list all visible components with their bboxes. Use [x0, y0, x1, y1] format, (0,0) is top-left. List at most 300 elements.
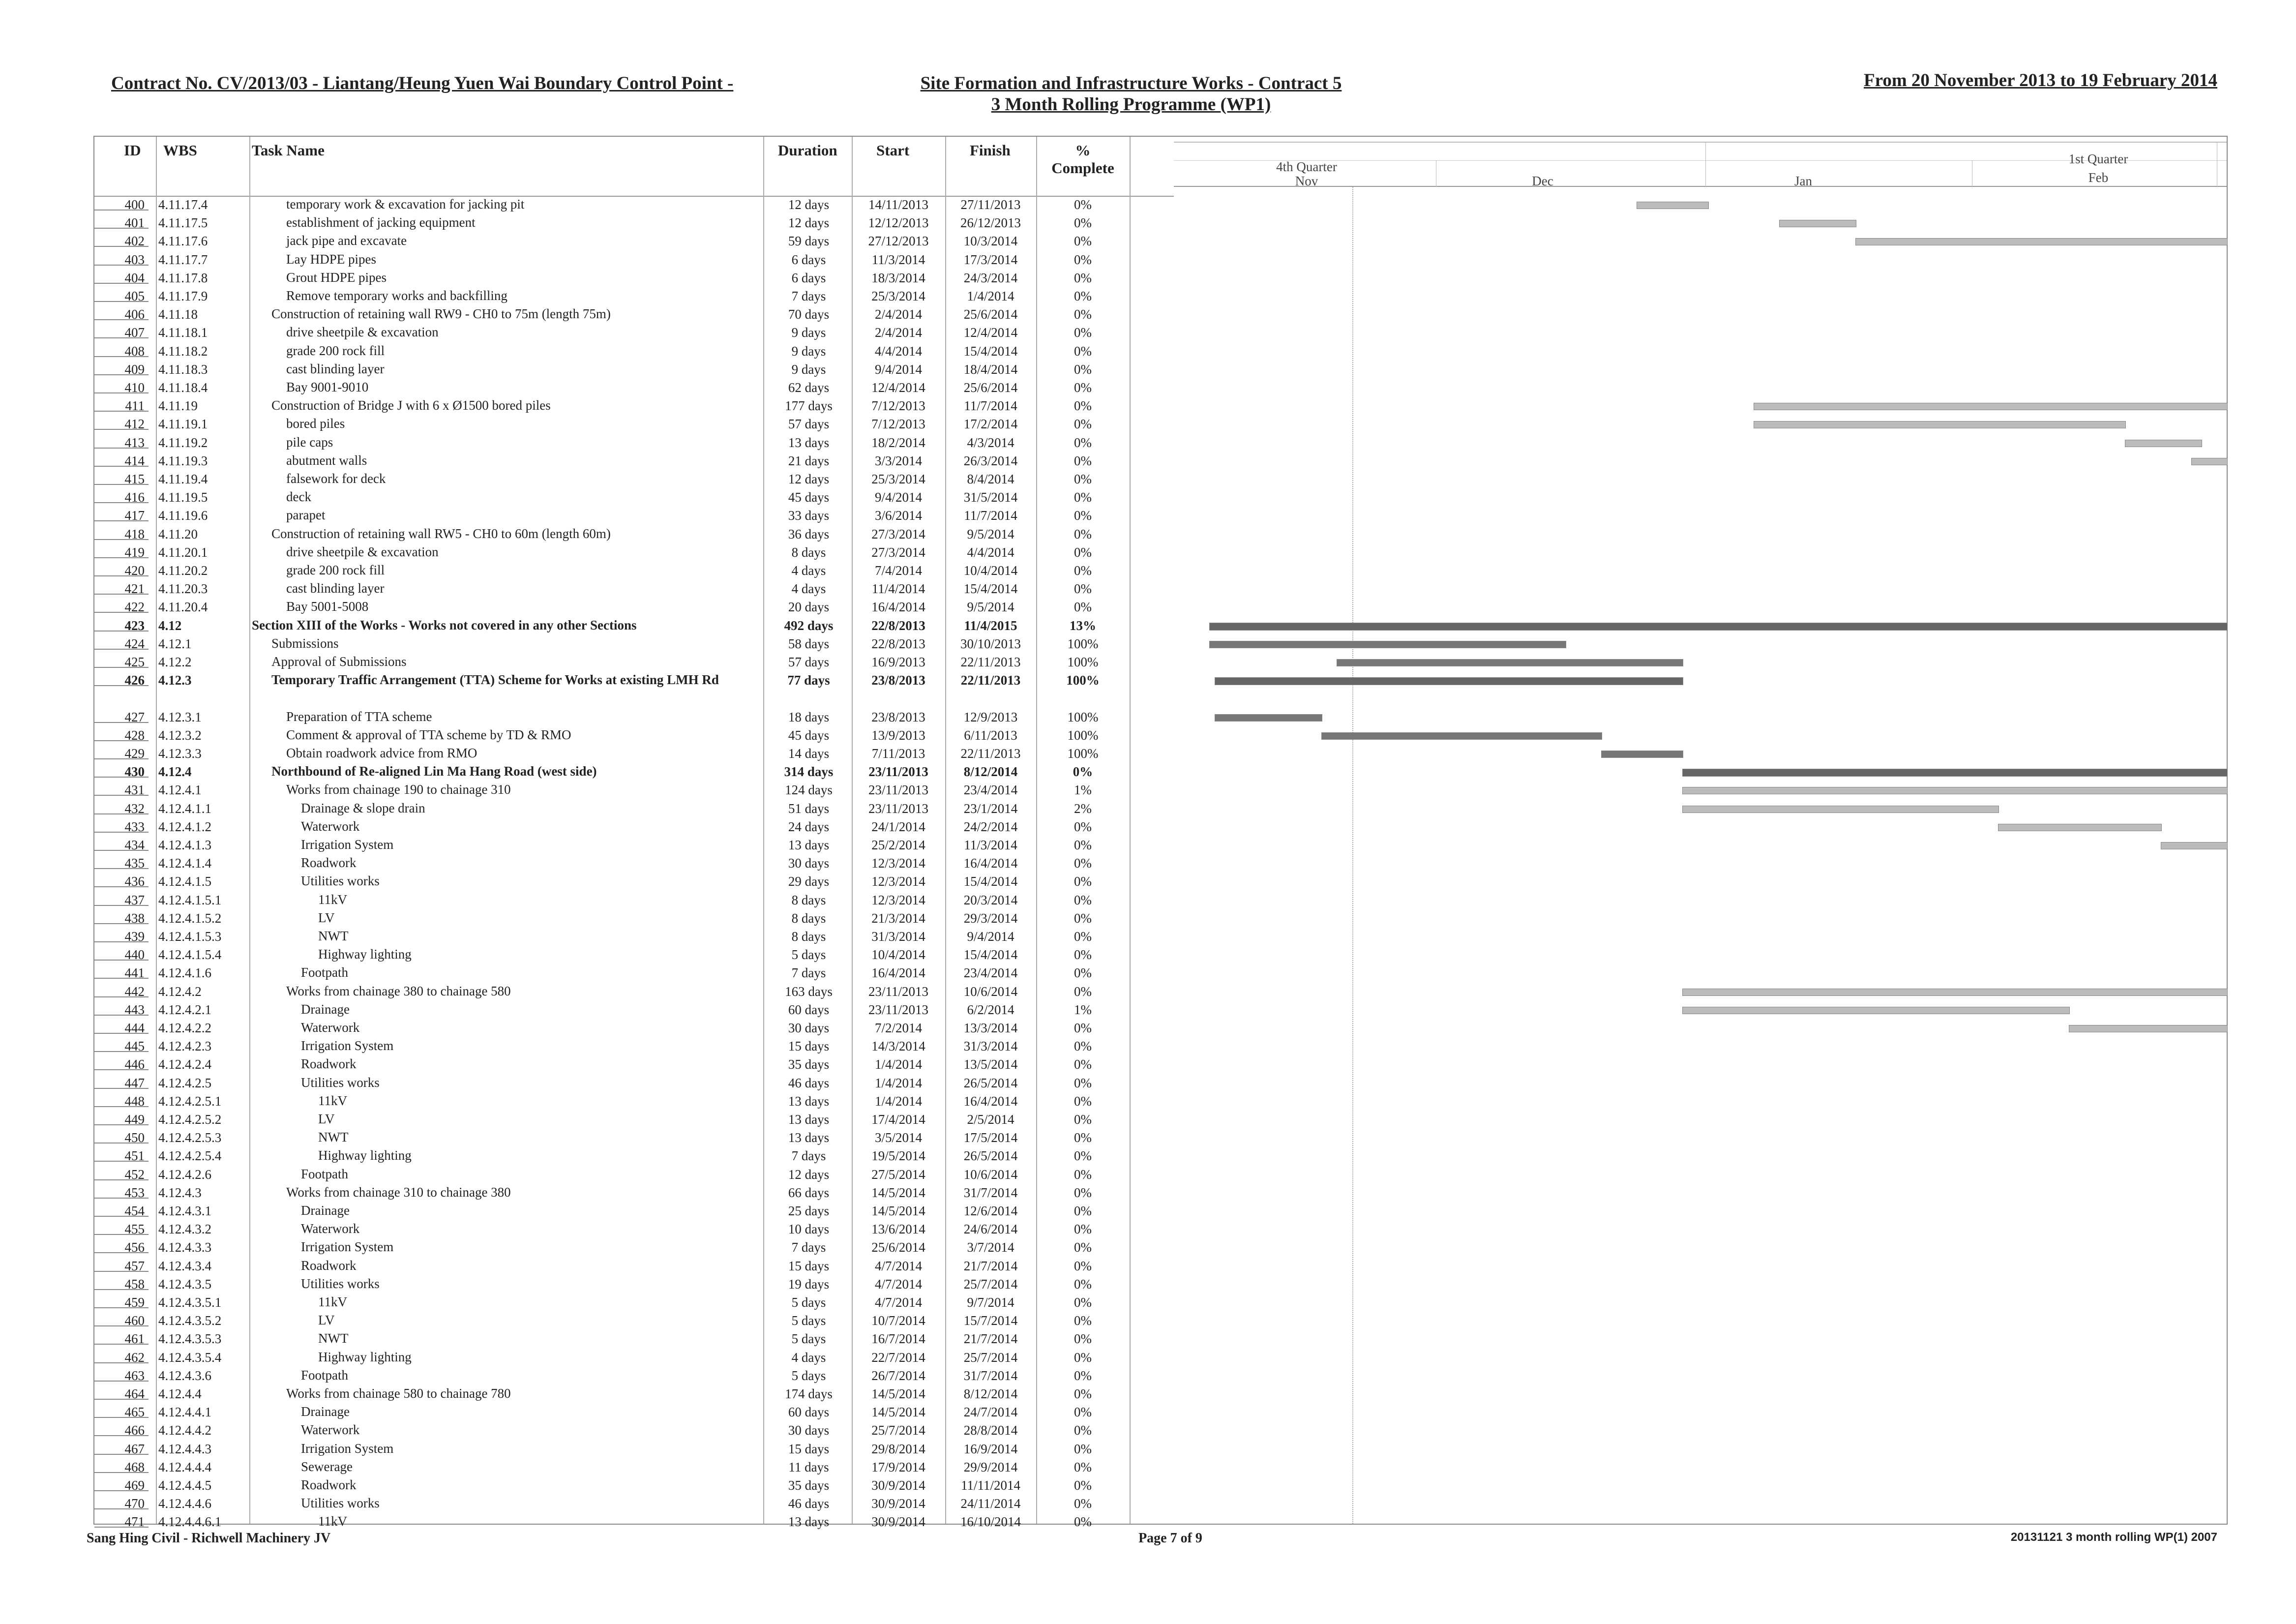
- task-id: 403: [94, 251, 149, 266]
- table-row: [94, 379, 1174, 397]
- table-row: [94, 1202, 1174, 1220]
- task-duration: 4 days: [791, 581, 826, 597]
- table-row: [94, 598, 1174, 616]
- task-start: 12/3/2014: [871, 892, 925, 907]
- task-id: 435: [94, 854, 149, 869]
- task-pct-complete: 0%: [1074, 361, 1092, 377]
- task-start: 30/9/2014: [871, 1496, 925, 1511]
- table-row: [94, 1257, 1174, 1275]
- task-wbs: 4.12.4.3.2: [158, 1222, 211, 1237]
- task-start: 17/9/2014: [871, 1459, 925, 1474]
- task-finish: 21/7/2014: [963, 1258, 1018, 1273]
- task-wbs: 4.11.20.2: [158, 563, 208, 578]
- task-id: 457: [94, 1257, 149, 1272]
- task-start: 7/2/2014: [874, 1021, 922, 1035]
- task-start: 3/3/2014: [874, 453, 922, 468]
- task-id: 417: [94, 507, 149, 521]
- task-duration: 46 days: [788, 1075, 830, 1090]
- task-name: Utilities works: [301, 1075, 380, 1090]
- task-duration: 7 days: [791, 1240, 826, 1255]
- task-start: 30/9/2014: [871, 1478, 925, 1493]
- task-wbs: 4.12.4.3.5: [158, 1276, 211, 1292]
- table-row: [94, 983, 1174, 1001]
- table-row: [94, 1238, 1174, 1257]
- task-wbs: 4.12.4.4.2: [158, 1423, 211, 1438]
- table-row: [94, 1111, 1174, 1129]
- task-duration: 60 days: [788, 1002, 830, 1017]
- gantt-bar: [1209, 623, 2228, 631]
- task-finish: 27/11/2013: [960, 197, 1021, 212]
- programme-title: [836, 73, 1426, 115]
- task-duration: 33 days: [788, 508, 830, 523]
- task-duration: 15 days: [788, 1258, 830, 1273]
- table-row: [94, 1001, 1174, 1019]
- task-wbs: 4.12.4.2.3: [158, 1039, 211, 1054]
- task-finish: 16/10/2014: [960, 1514, 1021, 1530]
- table-row: [94, 1019, 1174, 1037]
- table-row: [94, 818, 1174, 836]
- task-name: cast blinding layer: [286, 361, 385, 376]
- task-finish: 17/5/2014: [963, 1130, 1018, 1145]
- task-wbs: 4.11.20.4: [158, 600, 208, 615]
- task-start: 11/3/2014: [871, 252, 925, 267]
- task-id: 404: [94, 269, 149, 284]
- task-start: 27/12/2013: [868, 234, 929, 249]
- task-pct-complete: 0%: [1074, 398, 1092, 414]
- task-wbs: 4.12.4.1.5.1: [158, 892, 222, 907]
- task-pct-complete: 0%: [1074, 1423, 1092, 1438]
- task-duration: 60 days: [788, 1405, 830, 1420]
- table-row: [94, 543, 1174, 562]
- task-name: Lay HDPE pipes: [286, 251, 376, 267]
- table-row: [94, 434, 1174, 452]
- task-id: 413: [94, 434, 149, 449]
- task-duration: 13 days: [788, 435, 830, 450]
- col-task-name: Task Name: [252, 142, 325, 159]
- task-duration: 18 days: [788, 709, 830, 724]
- task-start: 27/5/2014: [871, 1167, 925, 1182]
- task-wbs: 4.11.18.4: [158, 380, 208, 395]
- task-duration: 5 days: [791, 1368, 826, 1383]
- gantt-bar: [1682, 989, 2228, 996]
- task-duration: 77 days: [787, 673, 830, 688]
- table-row: [94, 1349, 1174, 1367]
- task-finish: 11/3/2014: [964, 838, 1017, 852]
- task-finish: 15/4/2014: [963, 343, 1018, 359]
- task-pct-complete: 0%: [1074, 856, 1092, 871]
- footer-file: 20131121 3 month rolling WP(1) 2007: [2010, 1531, 2217, 1544]
- task-wbs: 4.12.4.4.4: [158, 1459, 211, 1474]
- task-wbs: 4.12.4.2: [158, 984, 202, 999]
- task-id: 411: [94, 397, 149, 412]
- task-finish: 25/7/2014: [963, 1350, 1018, 1365]
- task-wbs: 4.11.19.3: [158, 453, 208, 468]
- task-wbs: 4.11.19.6: [158, 508, 208, 523]
- task-duration: 12 days: [788, 1167, 830, 1182]
- task-pct-complete: 1%: [1074, 782, 1092, 798]
- table-row: [94, 269, 1174, 287]
- task-start: 26/7/2014: [871, 1368, 925, 1383]
- task-pct-complete: 0%: [1074, 874, 1092, 889]
- task-duration: 36 days: [788, 526, 830, 541]
- task-pct-complete: 0%: [1074, 472, 1092, 486]
- task-id: 428: [94, 726, 149, 741]
- task-name: Footpath: [301, 1166, 349, 1181]
- task-wbs: 4.12.2: [158, 655, 192, 669]
- task-pct-complete: 0%: [1074, 1405, 1092, 1420]
- task-name: Grout HDPE pipes: [286, 270, 387, 285]
- gantt-bar: [1682, 769, 2228, 777]
- task-duration: 12 days: [788, 197, 830, 212]
- task-start: 1/4/2014: [874, 1075, 922, 1090]
- task-id: 422: [94, 598, 149, 613]
- table-row: [94, 525, 1174, 543]
- task-duration: 59 days: [788, 234, 830, 249]
- task-wbs: 4.11.17.9: [158, 289, 208, 303]
- table-row: [94, 1037, 1174, 1055]
- table-row: [94, 580, 1174, 598]
- task-name: temporary work & excavation for jacking pit: [286, 197, 525, 211]
- task-pct-complete: 0%: [1074, 1021, 1092, 1035]
- task-id: 463: [94, 1367, 149, 1382]
- table-row: [94, 1495, 1174, 1513]
- task-id: 460: [94, 1312, 149, 1326]
- task-wbs: 4.12.4.3.5.4: [158, 1350, 222, 1365]
- table-row: [94, 1476, 1174, 1495]
- task-finish: 4/4/2014: [967, 544, 1014, 560]
- task-finish: 10/4/2014: [963, 563, 1018, 578]
- table-row: [94, 507, 1174, 525]
- task-start: 22/7/2014: [871, 1350, 925, 1365]
- table-row: [94, 653, 1174, 671]
- gantt-bar: [1998, 824, 2162, 831]
- table-row: [94, 1147, 1174, 1165]
- task-pct-complete: 0%: [1074, 1331, 1092, 1347]
- task-id: 436: [94, 872, 149, 887]
- task-pct-complete: 0%: [1074, 380, 1092, 395]
- task-name: Obtain roadwork advice from RMO: [286, 746, 477, 760]
- task-wbs: 4.12.1: [158, 636, 192, 651]
- task-id: 440: [94, 946, 149, 961]
- task-pct-complete: 0%: [1074, 929, 1092, 944]
- task-pct-complete: 0%: [1074, 343, 1092, 359]
- task-name: Roadwork: [301, 1258, 357, 1273]
- task-name: grade 200 rock fill: [286, 343, 385, 358]
- task-finish: 8/4/2014: [967, 472, 1014, 486]
- task-name: Construction of retaining wall RW9 - CH0 to 75m (length 75m): [271, 306, 611, 322]
- task-start: 3/6/2014: [874, 508, 922, 523]
- col-pct-line1: %: [1075, 142, 1091, 159]
- task-duration: 30 days: [788, 1021, 830, 1035]
- task-finish: 25/6/2014: [963, 380, 1018, 395]
- gantt-bar: [1754, 421, 2126, 428]
- task-finish: 15/7/2014: [963, 1313, 1018, 1328]
- table-row: [94, 305, 1174, 324]
- task-start: 12/3/2014: [871, 856, 925, 871]
- task-start: 23/11/2013: [868, 782, 928, 798]
- programme-title-line1: Site Formation and Infrastructure Works - Contract 5: [920, 73, 1342, 93]
- task-start: 16/4/2014: [871, 600, 925, 615]
- table-row: [94, 836, 1174, 854]
- task-wbs: 4.12.4.3.5.1: [158, 1295, 222, 1310]
- col-duration: Duration: [778, 142, 837, 159]
- table-row: [94, 891, 1174, 909]
- task-wbs: 4.12.4.3.5.3: [158, 1331, 222, 1347]
- task-pct-complete: 0%: [1074, 453, 1092, 468]
- task-name: Roadwork: [301, 1477, 357, 1492]
- task-duration: 13 days: [788, 1112, 830, 1127]
- task-duration: 6 days: [791, 252, 826, 267]
- task-start: 25/6/2014: [871, 1240, 925, 1255]
- task-id: 450: [94, 1129, 149, 1143]
- gantt-bar: [2161, 842, 2228, 849]
- task-name: Works from chainage 190 to chainage 310: [286, 782, 511, 797]
- task-start: 1/4/2014: [874, 1093, 922, 1109]
- task-start: 12/12/2013: [868, 215, 929, 231]
- task-id: 400: [94, 196, 149, 211]
- month-feb: Feb: [2088, 170, 2109, 185]
- task-start: 16/4/2014: [871, 965, 925, 981]
- task-wbs: 4.11.20: [158, 526, 198, 541]
- task-start: 14/5/2014: [871, 1203, 925, 1218]
- task-pct-complete: 0%: [1074, 1057, 1092, 1072]
- task-pct-complete: 0%: [1074, 1167, 1092, 1182]
- task-finish: 15/4/2014: [963, 581, 1018, 597]
- task-name: Sewerage: [301, 1459, 353, 1474]
- task-wbs: 4.12.3.3: [158, 746, 202, 761]
- month-dec: Dec: [1532, 174, 1553, 188]
- task-name: pile caps: [286, 434, 333, 450]
- task-pct-complete: 0%: [1074, 1313, 1092, 1328]
- table-row: [94, 1092, 1174, 1111]
- task-duration: 13 days: [788, 838, 830, 852]
- task-duration: 51 days: [788, 801, 830, 816]
- task-pct-complete: 0%: [1074, 892, 1092, 907]
- task-id: 419: [94, 543, 149, 558]
- task-id: 416: [94, 488, 149, 503]
- task-duration: 13 days: [788, 1130, 830, 1145]
- table-row: [94, 1312, 1174, 1330]
- task-wbs: 4.12.4.3.4: [158, 1258, 211, 1273]
- task-duration: 15 days: [788, 1039, 830, 1054]
- task-name: drive sheetpile & excavation: [286, 325, 439, 340]
- task-start: 29/8/2014: [871, 1441, 925, 1456]
- task-id: 412: [94, 415, 149, 430]
- table-row: [94, 1330, 1174, 1348]
- table-row: [94, 635, 1174, 653]
- task-name: Irrigation System: [301, 1038, 394, 1053]
- task-pct-complete: 0%: [1074, 1441, 1092, 1456]
- task-id: 453: [94, 1184, 149, 1199]
- month-nov: Nov: [1295, 174, 1318, 188]
- task-finish: 21/7/2014: [963, 1331, 1018, 1347]
- date-range: From 20 November 2013 to 19 February 2014: [1864, 70, 2217, 90]
- task-duration: 5 days: [791, 1313, 826, 1328]
- task-start: 7/11/2013: [871, 746, 925, 761]
- task-wbs: 4.12.4: [158, 764, 192, 780]
- task-id: 429: [94, 745, 149, 759]
- task-start: 25/7/2014: [871, 1423, 925, 1438]
- task-pct-complete: 0%: [1074, 1386, 1092, 1401]
- task-id: 447: [94, 1074, 149, 1089]
- table-row: [94, 1367, 1174, 1385]
- task-pct-complete: 0%: [1074, 1368, 1092, 1383]
- task-id: 427: [94, 708, 149, 723]
- table-row: [94, 1055, 1174, 1074]
- task-start: 19/5/2014: [871, 1148, 925, 1164]
- task-duration: 24 days: [788, 819, 830, 834]
- task-finish: 4/3/2014: [967, 435, 1014, 450]
- task-finish: 16/4/2014: [963, 856, 1018, 871]
- task-start: 24/1/2014: [871, 819, 925, 834]
- task-id: 469: [94, 1476, 149, 1491]
- task-start: 7/12/2013: [871, 417, 925, 432]
- task-finish: 8/12/2014: [963, 1386, 1018, 1401]
- table-row: [94, 1458, 1174, 1476]
- task-name: Waterwork: [301, 1221, 360, 1236]
- task-pct-complete: 0%: [1074, 1203, 1092, 1218]
- task-name: Construction of Bridge J with 6 x Ø1500 bored piles: [271, 398, 551, 413]
- task-wbs: 4.11.19.5: [158, 490, 208, 505]
- task-name: NWT: [318, 1130, 349, 1145]
- task-pct-complete: 0%: [1074, 1222, 1092, 1237]
- task-pct-complete: 0%: [1074, 1112, 1092, 1127]
- task-name: Highway lighting: [318, 1349, 412, 1364]
- task-id: 434: [94, 836, 149, 851]
- table-row: [94, 1275, 1174, 1293]
- task-pct-complete: 0%: [1074, 600, 1092, 615]
- table-row: [94, 1220, 1174, 1238]
- task-pct-complete: 0%: [1074, 947, 1092, 962]
- task-finish: 15/4/2014: [963, 947, 1018, 962]
- task-id: 449: [94, 1111, 149, 1125]
- task-finish: 30/10/2013: [960, 636, 1021, 651]
- task-finish: 22/11/2013: [960, 673, 1021, 688]
- task-name: Northbound of Re-aligned Lin Ma Hang Road (west side): [271, 764, 597, 779]
- task-id: 462: [94, 1349, 149, 1363]
- table-row: [94, 909, 1174, 928]
- task-id: 454: [94, 1202, 149, 1217]
- task-name: Works from chainage 380 to chainage 580: [286, 983, 511, 998]
- table-row: [94, 726, 1174, 745]
- task-duration: 15 days: [788, 1441, 830, 1456]
- task-duration: 8 days: [791, 910, 826, 926]
- task-duration: 12 days: [788, 472, 830, 486]
- task-wbs: 4.12.4.2.5.4: [158, 1148, 222, 1164]
- table-row: [94, 342, 1174, 361]
- task-pct-complete: 100%: [1067, 709, 1099, 724]
- table-row: [94, 854, 1174, 872]
- task-name: Drainage & slope drain: [301, 800, 425, 815]
- task-finish: 6/11/2013: [964, 727, 1017, 743]
- task-finish: 13/3/2014: [963, 1021, 1018, 1035]
- table-row: [94, 415, 1174, 433]
- task-finish: 20/3/2014: [963, 892, 1018, 907]
- table-row: [94, 1421, 1174, 1440]
- table-row: [94, 1513, 1174, 1531]
- task-wbs: 4.11.17.8: [158, 270, 208, 285]
- task-duration: 45 days: [788, 727, 830, 743]
- task-pct-complete: 100%: [1067, 655, 1099, 669]
- task-finish: 15/4/2014: [963, 874, 1018, 889]
- task-finish: 11/4/2015: [964, 618, 1017, 633]
- task-name: Irrigation System: [301, 1239, 394, 1255]
- task-wbs: 4.12.3.1: [158, 709, 202, 724]
- task-name: grade 200 rock fill: [286, 563, 385, 577]
- task-id: 466: [94, 1421, 149, 1436]
- task-name: falsework for deck: [286, 471, 386, 486]
- task-duration: 163 days: [785, 984, 833, 999]
- task-wbs: 4.12.4.3: [158, 1185, 202, 1200]
- task-start: 23/8/2013: [871, 673, 925, 688]
- task-wbs: 4.12.4.1.5.4: [158, 947, 222, 962]
- task-start: 23/11/2013: [868, 801, 928, 816]
- task-wbs: 4.11.19.1: [158, 417, 208, 432]
- task-wbs: 4.11.20.3: [158, 581, 208, 597]
- gantt-bar: [1601, 751, 1683, 758]
- gantt-bar: [1637, 202, 1709, 209]
- task-name: Drainage: [301, 1203, 350, 1218]
- task-id: 406: [94, 305, 149, 320]
- task-name: Works from chainage 580 to chainage 780: [286, 1386, 511, 1401]
- task-pct-complete: 100%: [1067, 636, 1099, 651]
- task-start: 11/4/2014: [871, 581, 925, 597]
- gantt-bar: [1215, 714, 1322, 722]
- task-start: 13/6/2014: [871, 1222, 925, 1237]
- task-duration: 30 days: [788, 856, 830, 871]
- col-finish: Finish: [970, 142, 1011, 159]
- task-finish: 12/9/2013: [963, 709, 1018, 724]
- task-start: 31/3/2014: [871, 929, 925, 944]
- table-row: [94, 251, 1174, 269]
- task-wbs: 4.12.3: [158, 673, 192, 688]
- task-pct-complete: 13%: [1070, 618, 1096, 633]
- table-row: [94, 1403, 1174, 1421]
- task-name: Bay 9001-9010: [286, 380, 369, 394]
- task-wbs: 4.12.4.3.3: [158, 1240, 211, 1255]
- table-row: [94, 562, 1174, 580]
- task-pct-complete: 100%: [1066, 673, 1100, 688]
- table-row: [94, 470, 1174, 488]
- task-wbs: 4.11.18.3: [158, 361, 208, 377]
- task-finish: 24/3/2014: [963, 270, 1018, 285]
- table-row: [94, 1129, 1174, 1147]
- table-row: [94, 617, 1174, 635]
- task-start: 23/11/2013: [868, 1002, 928, 1017]
- task-name: establishment of jacking equipment: [286, 215, 476, 230]
- task-duration: 13 days: [788, 1093, 830, 1109]
- task-pct-complete: 0%: [1073, 764, 1093, 780]
- task-pct-complete: 0%: [1074, 838, 1092, 852]
- task-start: 23/11/2013: [868, 984, 928, 999]
- task-finish: 24/6/2014: [963, 1222, 1018, 1237]
- task-wbs: 4.12.4.2.1: [158, 1002, 211, 1017]
- task-finish: 31/5/2014: [963, 490, 1018, 505]
- task-pct-complete: 0%: [1074, 984, 1092, 999]
- task-start: 2/4/2014: [874, 325, 922, 340]
- task-duration: 4 days: [791, 563, 826, 578]
- task-start: 21/3/2014: [871, 910, 925, 926]
- gantt-bar: [1855, 238, 2228, 245]
- task-id: 446: [94, 1055, 149, 1070]
- task-id: 425: [94, 653, 149, 668]
- table-row: [94, 800, 1174, 818]
- task-id: 410: [94, 379, 149, 393]
- task-name: cast blinding layer: [286, 581, 385, 596]
- task-start: 7/12/2013: [871, 398, 925, 414]
- task-name: Preparation of TTA scheme: [286, 709, 432, 724]
- task-id: 401: [94, 214, 149, 229]
